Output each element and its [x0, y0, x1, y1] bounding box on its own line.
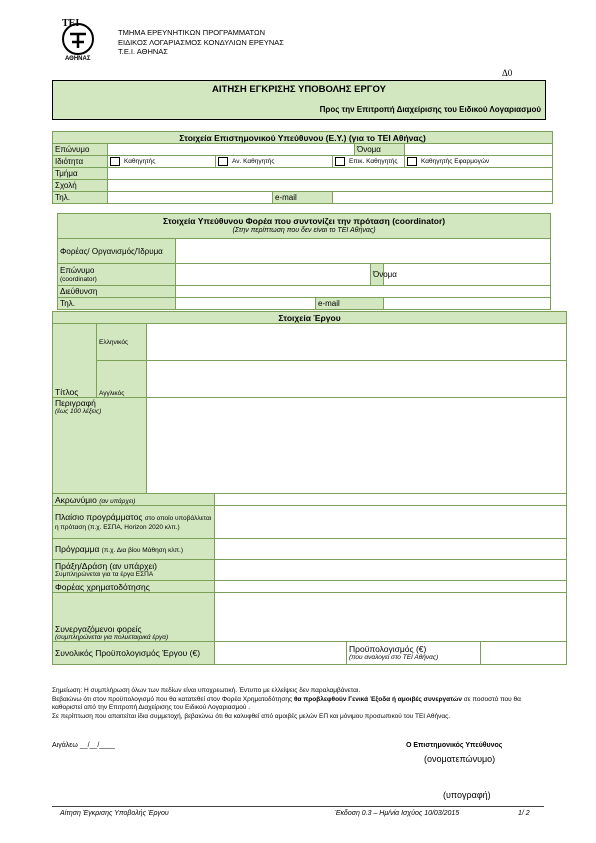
ey-dept-field[interactable]: [108, 168, 553, 180]
coord-surname-note: (coordinator): [60, 276, 97, 283]
note-line-2: [52, 696, 552, 713]
footer-middle: Έκδοση 0.3 – Ημ/νία Ισχύος 10/03/2015: [335, 810, 460, 817]
footer-divider: [52, 806, 544, 807]
org-line-3: Τ.Ε.Ι. ΑΘΗΝΑΣ: [118, 47, 168, 56]
project-title-label: Τίτλος: [53, 324, 97, 398]
note-line-2a: Βεβαιώνω ότι στον προϋπολογισμό που θα κατατεθεί στον Φορέα Χρηματοδότησης: [52, 695, 294, 703]
signature-sign-hint: (υπογραφή): [443, 790, 491, 800]
ey-heading: Στοιχεία Επιστημονικού Υπεύθυνου (Ε.Υ.) (για το ΤΕΙ Αθήνας): [53, 132, 553, 144]
project-description-field[interactable]: [147, 398, 567, 494]
coord-surname-field[interactable]: [176, 264, 371, 286]
project-action-field[interactable]: [215, 560, 567, 581]
project-programme-label: Πρόγραμμα: [55, 543, 100, 554]
form-code: Δ0: [502, 68, 513, 78]
ey-status-opt1[interactable]: [108, 156, 216, 168]
opt2-label: Αν. Καθηγητής: [232, 158, 275, 166]
project-budget-cell: [347, 642, 481, 665]
opt3-label: Επικ. Καθηγητής: [349, 158, 398, 166]
title-box: [52, 80, 546, 120]
checkbox-icon[interactable]: [110, 157, 120, 166]
project-table: [52, 311, 567, 665]
coord-org-field[interactable]: [176, 239, 551, 264]
org-line-2: ΕΙΔΙΚΟΣ ΛΟΓΑΡΙΑΣΜΟΣ ΚΟΝΔΥΛΙΩΝ ΕΡΕΥΝΑΣ: [118, 37, 284, 47]
project-action-cell: [53, 560, 215, 581]
logo-text-top: ΤΕΙ: [62, 18, 80, 29]
coord-name-field[interactable]: [384, 264, 551, 286]
tei-logo: [56, 16, 100, 62]
project-total-budget-label: Συνολικός Προϋπολογισμός Έργου (€): [53, 642, 215, 665]
coord-subheading: (Στην περίπτωση που δεν είναι το ΤΕΙ Αθήνας): [232, 227, 376, 234]
signature-role: Ο Επιστημονικός Υπεύθυνος: [406, 742, 503, 749]
ey-phone-label: Τηλ.: [53, 192, 108, 204]
project-funder-field[interactable]: [215, 581, 567, 593]
checkbox-icon[interactable]: [407, 157, 417, 166]
project-partners-note: (συμπληρώνεται για πολυεταιρικά έργα): [55, 634, 169, 641]
form-subtitle: Προς την Επιτροπή Διαχείρισης του Ειδικού Λογαριασμού: [319, 105, 541, 114]
ey-status-opt4[interactable]: [405, 156, 553, 168]
project-programme-field[interactable]: [215, 539, 567, 560]
project-framework-cell: [53, 506, 215, 539]
ey-dept-label: Τμήμα: [53, 168, 108, 180]
footer-left: Αίτηση Έγκρισης Υποβολής Έργου: [60, 810, 169, 817]
coord-heading-cell: [58, 214, 551, 239]
coord-org-label: Φορέας/ Οργανισμός/Ίδρυμα: [58, 239, 176, 264]
coord-surname-label: Επώνυμο: [60, 266, 95, 275]
coord-name-text: Όνομα: [373, 269, 397, 279]
checkbox-icon[interactable]: [218, 157, 228, 166]
project-description-label: Περιγραφή: [55, 398, 96, 408]
coord-heading: Στοιχεία Υπεύθυνου Φορέα που συντονίζει την πρόταση (coordinator): [162, 216, 446, 226]
project-partners-label: Συνεργαζόμενοι φορείς: [55, 624, 142, 634]
ey-email-label: e-mail: [273, 192, 333, 204]
project-budget-field[interactable]: [481, 642, 567, 665]
project-acronym-cell: [53, 494, 215, 506]
project-partners-cell: [53, 593, 215, 642]
logo-text-bottom: ΑΘΗΝΑΣ: [65, 56, 91, 62]
project-total-budget-field[interactable]: [215, 642, 347, 665]
ey-status-label: Ιδιότητα: [53, 156, 108, 168]
project-budget-note: (που αναλογεί στο ΤΕΙ Αθήνας): [349, 654, 439, 661]
form-title: ΑΙΤΗΣΗ ΕΓΚΡΙΣΗΣ ΥΠΟΒΟΛΗΣ ΕΡΓΟΥ: [212, 84, 386, 95]
project-title-greek-label: Ελληνικός: [97, 324, 147, 361]
opt4-label: Καθηγητής Εφαρμογών: [421, 158, 490, 166]
ey-phone-field[interactable]: [108, 192, 273, 204]
project-framework-field[interactable]: [215, 506, 567, 539]
project-acronym-label: Ακρωνύμιο: [55, 494, 97, 505]
org-header: [118, 28, 284, 57]
project-programme-cell: [53, 539, 215, 560]
project-title-greek-field[interactable]: [147, 324, 567, 361]
project-funder-label: Φορέας χρηματοδότησης: [53, 581, 215, 593]
ey-school-field[interactable]: [108, 180, 553, 192]
coord-table: [57, 213, 551, 310]
checkbox-icon[interactable]: [335, 157, 345, 166]
coord-email-field[interactable]: [384, 298, 551, 310]
org-line-1: ΤΜΗΜΑ ΕΡΕΥΝΗΤΙΚΩΝ ΠΡΟΓΡΑΜΜΑΤΩΝ: [118, 28, 266, 37]
note-line-2b: θα προβλεφθούν Γενικά Έξοδα ή αμοιβές συνεργατών: [293, 695, 462, 703]
coord-surname-cell: [58, 264, 176, 286]
project-description-cell: [53, 398, 147, 494]
project-title-english-label: Αγγλικός: [97, 361, 147, 398]
note-line-3: Σε περίπτωση που απαιτείται ίδια συμμετοχή, βεβαιώνω ότι θα καλυφθεί από αμοιβές μελών ΕΠ και μόνιμου προσωπικού του ΤΕΙ Αθήνας.: [52, 712, 451, 720]
project-partners-field[interactable]: [215, 593, 567, 642]
note-line-1: Σημείωση: Η συμπλήρωση όλων των πεδίων είναι υποχρεωτική. Έντυπο με ελλείψεις δεν παραλαμβάνεται.: [52, 687, 361, 694]
ey-name-label: Όνομα: [355, 144, 405, 156]
project-budget-label: Προϋπολογισμός (€): [349, 644, 427, 654]
ey-school-label: Σχολή: [53, 180, 108, 192]
coord-name-label: [371, 264, 397, 286]
project-acronym-note: (αν υπάρχει): [99, 497, 136, 505]
signature-name-hint: (ονοματεπώνυμο): [424, 754, 496, 764]
project-programme-note: (π.χ. Δια βίου Μάθηση κλπ.): [101, 546, 184, 554]
opt1-label: Καθηγητής: [124, 158, 156, 166]
project-title-english-field[interactable]: [147, 361, 567, 398]
date-field[interactable]: Αιγάλεω __/__/____: [52, 742, 115, 749]
project-action-note: Συμπληρώνεται για τα έργα ΕΣΠΑ: [55, 571, 154, 578]
project-framework-note: στο οποίο υποβάλλεται η πρόταση (π.χ. ΕΣΠΑ, Horizon 2020 κλπ.): [55, 515, 212, 531]
coord-phone-field[interactable]: [176, 298, 316, 310]
project-description-note: (έως 100 λέξεις): [55, 408, 102, 415]
note-line-2c: σε ποσοστό που θα καθοριστεί από την Επιτροπή Διαχείρισης του Ειδικού Λογαριασμού .: [52, 695, 521, 711]
footer-page: 1/ 2: [518, 810, 530, 817]
ey-table: [52, 131, 553, 204]
coord-address-label: Διεύθυνση: [58, 286, 176, 298]
project-framework-label: Πλαίσιο προγράμματος: [55, 512, 143, 522]
project-action-label: Πράξη/Δράση (αν υπάρχει): [55, 561, 158, 571]
ey-status-opt2[interactable]: [216, 156, 333, 168]
project-heading: Στοιχεία Έργου: [53, 312, 567, 324]
ey-email-field[interactable]: [333, 192, 553, 204]
coord-address-field[interactable]: [176, 286, 551, 298]
notes: [52, 687, 552, 721]
ey-name-field[interactable]: [405, 144, 553, 156]
ey-surname-label: Επώνυμο: [53, 144, 108, 156]
coord-phone-label: Τηλ.: [58, 298, 176, 310]
ey-status-opt3[interactable]: [333, 156, 405, 168]
coord-email-label: e-mail: [316, 298, 384, 310]
ey-surname-field[interactable]: [108, 144, 355, 156]
project-acronym-field[interactable]: [215, 494, 567, 506]
